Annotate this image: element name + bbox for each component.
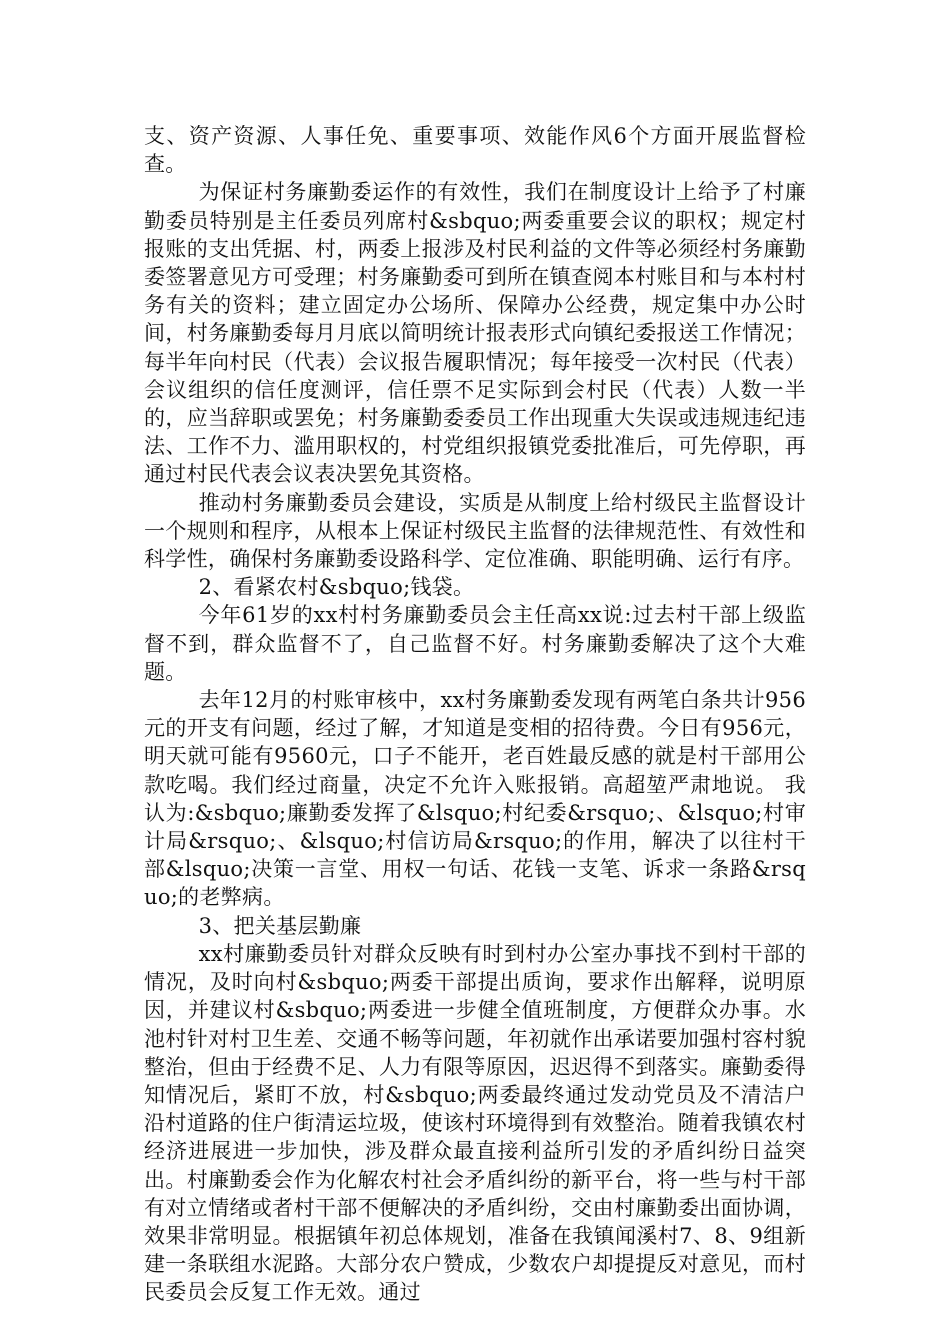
paragraph-system-design: 为保证村务廉勤委运作的有效性，我们在制度设计上给予了村廉勤委员特别是主任委员列席村&sbquo;两委重要会议的职权；规定村报账的支出凭据、村，两委上报涉及村民利益的文件等必须经村务廉勤委签署意见方可受理；村务廉勤委可到所在镇查阅本村账目和与本村村务有关的资料；建立固定办公场所、保障办公经费，规定集中办公时间，村务廉勤委每月月底以简明统计报表形式向镇纪委报送工作情况；每半年向村民（代表）会议报告履职情况；每年接受一次村民（代表）会议组织的信任度测评，信任票不足实际到会村民（代表）人数一半的，应当辞职或罢免；村务廉勤委委员工作出现重大失误或违规违纪违法、工作不力、滥用职权的，村党组织报镇党委批准后，可先停职，再通过村民代表会议表决罢免其资格。 — [144, 180, 806, 487]
section-heading-3: 3、把关基层勤廉 — [198, 913, 362, 938]
paragraph-director-quote: 今年61岁的xx村村务廉勤委员会主任高xx说:过去村干部上级监督不到，群众监督不了，自己监督不好。村务廉勤委解决了这个大难题。 — [144, 603, 806, 684]
document-body — [144, 122, 806, 1307]
paragraph-committee-construction: 推动村务廉勤委员会建设，实质是从制度上给村级民主监督设计一个规则和程序，从根本上保证村级民主监督的法律规范性、有效性和科学性，确保村务廉勤委设路科学、定位准确、职能明确、运行有序。 — [144, 490, 806, 572]
paragraph-continued: 支、资产资源、人事任免、重要事项、效能作风6个方面开展监督检查。 — [144, 124, 806, 177]
paragraph-audit-case: 去年12月的村账审核中，xx村务廉勤委发现有两笔白条共计956元的开支有问题，经过了解，才知道是变相的招待费。今日有956元，明天就可能有9560元，口子不能开，老百姓最反感的就是村干部用公款吃喝。我们经过商量，决定不允许入账报销。高超堃严肃地说。 我认为:&sbquo;廉勤委发挥了&lsquo;村纪委&rsquo;、&lsquo;村审计局&rsquo;、&lsquo;村信访局&rsquo;的作用，解决了以往村干部&lsquo;决策一言堂、用权一句话、花钱一支笔、诉求一条路&rsquo;的老弊病。 — [144, 688, 806, 910]
section-heading-2: 2、看紧农村&sbquo;钱袋。 — [198, 575, 475, 600]
paragraph-grassroots: xx村廉勤委员针对群众反映有时到村办公室办事找不到村干部的情况，及时向村&sbquo;两委干部提出质询，要求作出解释，说明原因，并建议村&sbquo;两委进一步健全值班制度，方便群众办事。水池村针对村卫生差、交通不畅等问题，年初就作出承诺要加强村容村貌整治，但由于经费不足、人力有限等原因，迟迟得不到落实。廉勤委得知情况后，紧盯不放，村&sbquo;两委最终通过发动党员及不清洁户沿村道路的住户街清运垃圾，使该村环境得到有效整治。随着我镇农村经济进展进一步加快，涉及群众最直接利益所引发的矛盾纠纷日益突出。村廉勤委会作为化解农村社会矛盾纠纷的新平台，将一些与村干部有对立情绪或者村干部不便解决的矛盾纠纷，交由村廉勤委出面协调，效果非常明显。根据镇年初总体规划，准备在我镇闻溪村7、8、9组新建一条联组水泥路。大部分农户赞成，少数农户却提提反对意见，而村民委员会反复工作无效。通过 — [144, 941, 806, 1305]
